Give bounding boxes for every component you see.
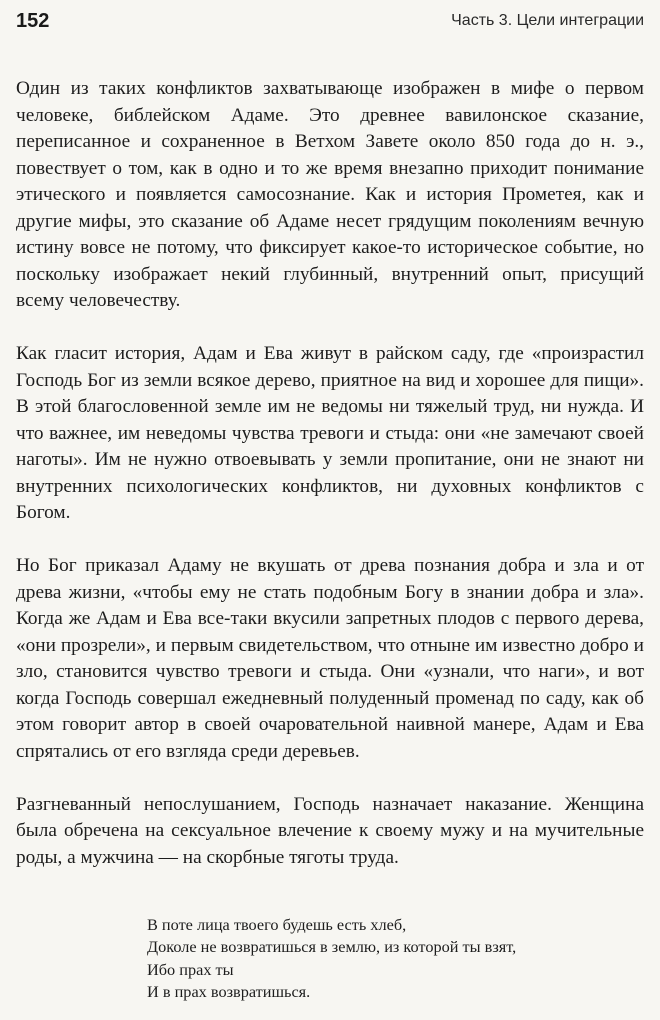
paragraph-2: Как гласит история, Адам и Ева живут в райском саду, где «произрастил Господь Бог из земли всякое дерево, приятное на вид и хорошее для пищи». В этой благословенной земле им не ведомы ни тяжелый труд, ни нужда. И что важнее, им неведомы чувства тревоги и стыда: они «не замечают своей наготы». Им не нужно отвоевывать у земли пропитание, они не знают ни внутренних психологических конфликтов, ни духовных конфликтов с Богом. [16, 343, 644, 523]
body-text [16, 76, 644, 898]
poem-line-1: В поте лица твоего будешь есть хлеб, [147, 915, 407, 934]
poem-line-2: Доколе не возвратишься в землю, из которой ты взят, [147, 937, 517, 957]
running-title: Часть 3. Цели интеграции [451, 12, 644, 29]
paragraph-1: Один из таких конфликтов захватывающе изображен в мифе о первом человеке, библейском Адаме. Это древнее вавилонское сказание, переписанное и сохраненное в Ветхом Завете около 850 года до н. э., повествует о том, как в одно и то же время внезапно приходит понимание этического и появляется самосознание. Как и история Прометея, как и другие мифы, это сказание об Адаме несет грядущим поколениям вечную истину вовсе не потому, что фиксирует какое-то историческое событие, но поскольку изображает некий глубинный, внутренний опыт, присущий всему человечеству. [16, 78, 644, 311]
paragraph-3: Но Бог приказал Адаму не вкушать от древа познания добра и зла и от древа жизни, «чтобы ему не стать подобным Богу в знании добра и зла». Когда же Адам и Ева все-таки вкусили запретных плодов с первого дерева, «они прозрели», и первым свидетельством, что отныне им известно добро и зло, становится чувство тревоги и стыда. Они «узнали, что наги», и вот когда Господь совершал ежедневный полуденный променад по саду, как об этом говорит автор в своей очаровательной наивной манере, Адам и Ева спрятались от его взгляда среди деревьев. [16, 555, 644, 762]
poem-line-3: Ибо прах ты [147, 959, 234, 979]
page-header [16, 10, 644, 38]
paragraph-4: Разгневанный непослушанием, Господь назначает наказание. Женщина была обречена на сексуальное влечение к своему мужу и на мучительные роды, а мужчина — на скорбные тяготы труда. [16, 793, 644, 868]
page-number: 152 [16, 10, 50, 32]
poem-quote [147, 914, 647, 1003]
poem-line-4: И в прах возвратишься. [147, 981, 311, 1001]
